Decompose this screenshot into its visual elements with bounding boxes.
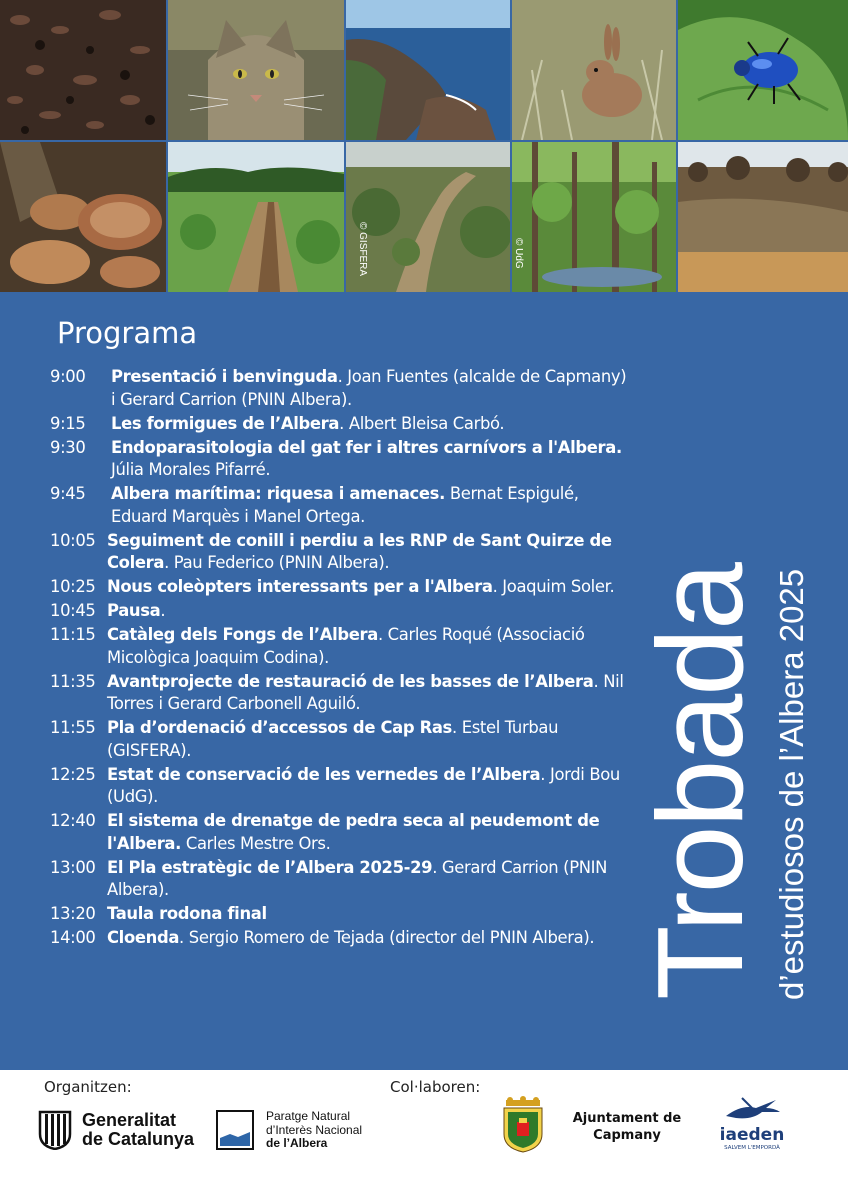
photo-mosaic — [0, 0, 848, 292]
pnin-albera-emblem-icon — [216, 1110, 254, 1150]
event-title-block — [632, 564, 812, 1000]
paratge-name-line2: d’Interès Nacional — [266, 1122, 363, 1137]
session-details: . Estel Turbau (GISFERA). — [107, 718, 559, 760]
session-details: . Jordi Bou (UdG). — [107, 764, 620, 806]
schedule-item — [50, 413, 635, 436]
schedule-entry — [111, 413, 635, 436]
schedule-time: 12:25 — [50, 764, 96, 784]
udg-photo-credit: © UdG — [513, 238, 524, 269]
burned-pond-photo — [678, 142, 848, 292]
programme-heading: Programa — [57, 316, 198, 350]
rabbit-photo — [512, 0, 676, 140]
schedule-entry — [107, 810, 635, 855]
schedule-entry — [111, 366, 635, 411]
schedule-item — [50, 717, 635, 762]
schedule-time: 14:00 — [50, 928, 96, 947]
session-title: Seguiment de conill i perdiu a les RNP de Sant Quirze de Colera — [107, 530, 612, 572]
session-details: . — [160, 601, 166, 620]
generalitat-logo — [38, 1110, 213, 1155]
iaeden-name: iaeden — [719, 1125, 785, 1145]
schedule-entry — [111, 437, 635, 482]
schedule-time: 10:25 — [50, 577, 96, 596]
iaeden-logo — [712, 1094, 792, 1164]
coast-photo — [346, 0, 510, 140]
paratge-natural-logo — [216, 1108, 376, 1156]
schedule-item — [50, 764, 635, 809]
schedule-entry — [107, 717, 635, 762]
schedule-time: 10:05 — [50, 530, 96, 550]
schedule-time: 11:15 — [50, 625, 96, 644]
session-title: Avantprojecte de restauració de les basses de l’Albera — [107, 671, 594, 691]
session-title: El Pla estratègic de l’Albera 2025-29 — [107, 857, 433, 877]
schedule-entry — [107, 624, 635, 669]
session-details: Júlia Morales Pifarré. — [111, 460, 271, 479]
schedule-item — [50, 810, 635, 855]
schedule-time: 11:55 — [50, 718, 96, 737]
schedule-time: 13:20 — [50, 904, 96, 923]
schedule-item — [50, 903, 635, 926]
schedule-entry — [107, 927, 635, 950]
gisfera-photo-credit: © GISFERA — [357, 222, 368, 277]
session-details: Bernat Espigulé, Eduard Marquès i Manel Ortega. — [111, 484, 579, 526]
ajuntament-name-line1: Ajuntament de — [572, 1111, 682, 1126]
schedule-time: 12:40 — [50, 811, 96, 830]
schedule-time: 9:15 — [50, 413, 86, 433]
session-details: . Joaquim Soler. — [492, 577, 615, 596]
schedule-entry — [107, 530, 635, 575]
session-title: Cloenda — [107, 928, 180, 947]
session-title: Endoparasitologia del gat fer i altres carnívors a l'Albera. — [111, 437, 622, 457]
session-title: El sistema de drenatge de pedra seca al peudemont de l'Albera. — [107, 811, 600, 853]
schedule-entry — [107, 576, 635, 599]
schedule-item — [50, 530, 635, 575]
programme-schedule — [50, 366, 635, 951]
schedule-time: 9:45 — [50, 484, 86, 503]
schedule-time: 11:35 — [50, 671, 96, 691]
schedule-entry — [111, 483, 635, 528]
session-details: . Sergio Romero de Tejada (director del PNIN Albera). — [179, 928, 595, 947]
fungi-photo — [0, 142, 166, 292]
paratge-name-line1: Paratge Natural — [266, 1109, 351, 1123]
schedule-item — [50, 857, 635, 902]
schedule-item — [50, 576, 635, 599]
schedule-time: 13:00 — [50, 857, 96, 877]
session-title: Pla d’ordenació d’accessos de Cap Ras — [107, 718, 452, 737]
paratge-name-line3: de l’Albera — [266, 1136, 328, 1150]
organizers-label: Organitzen: — [44, 1078, 132, 1096]
session-title: Catàleg dels Fongs de l’Albera — [107, 625, 378, 644]
session-title: Taula rodona final — [107, 904, 267, 923]
generalitat-name-line2: de Catalunya — [82, 1129, 195, 1149]
event-title: Trobada — [632, 564, 768, 1000]
schedule-time: 9:30 — [50, 437, 86, 457]
collaborators-label: Col·laboren: — [390, 1078, 481, 1096]
footer — [0, 1070, 848, 1200]
schedule-entry — [107, 671, 635, 716]
wildcat-photo — [168, 0, 344, 140]
schedule-time: 9:00 — [50, 367, 86, 386]
event-subtitle: d’estudiosos de l’Albera 2025 — [773, 568, 810, 1000]
schedule-entry — [107, 903, 635, 926]
session-details: . Carles Roqué (Associació Micològica Joaquim Codina). — [107, 625, 585, 667]
session-title: Estat de conservació de les vernedes de l’Albera — [107, 764, 541, 784]
schedule-item — [50, 366, 635, 411]
schedule-item — [50, 671, 635, 716]
schedule-item — [50, 437, 635, 482]
stork-icon — [722, 1094, 782, 1126]
ajuntament-name-line2: Capmany — [593, 1128, 661, 1143]
session-title: Les formigues de l’Albera — [111, 413, 340, 433]
trail-photo — [346, 142, 510, 292]
schedule-entry — [107, 764, 635, 809]
generalitat-name-line1: Generalitat — [82, 1110, 177, 1130]
schedule-item — [50, 483, 635, 528]
session-details: . Pau Federico (PNIN Albera). — [164, 553, 390, 572]
session-title: Presentació i benvinguda — [111, 367, 338, 386]
schedule-entry — [107, 600, 635, 623]
session-title: Albera marítima: riquesa i amenaces. — [111, 484, 445, 503]
riparian-forest-photo — [512, 142, 676, 292]
blue-beetle-photo — [678, 0, 848, 140]
session-title: Pausa — [107, 601, 161, 620]
session-details: . Gerard Carrion (PNIN Albera). — [107, 857, 608, 899]
schedule-entry — [107, 857, 635, 902]
session-details: . Joan Fuentes (alcalde de Capmany) i Gerard Carrion (PNIN Albera). — [111, 367, 627, 409]
capmany-coat-of-arms-icon — [500, 1096, 546, 1154]
schedule-item — [50, 927, 635, 950]
session-details: Carles Mestre Ors. — [181, 833, 331, 853]
iaeden-tagline: SALVEM L'EMPORDÀ — [724, 1145, 780, 1151]
session-title: Nous coleòpters interessants per a l'Albera — [107, 577, 493, 596]
capmany-logo — [500, 1096, 700, 1166]
session-details: . Nil Torres i Gerard Carbonell Aguiló. — [107, 671, 624, 713]
session-details: . Albert Bleisa Carbó. — [339, 413, 505, 433]
generalitat-emblem-icon — [38, 1110, 72, 1150]
schedule-item — [50, 624, 635, 669]
meadow-canal-photo — [168, 142, 344, 292]
ants-photo — [0, 0, 166, 140]
schedule-item — [50, 600, 635, 623]
schedule-time: 10:45 — [50, 601, 96, 620]
